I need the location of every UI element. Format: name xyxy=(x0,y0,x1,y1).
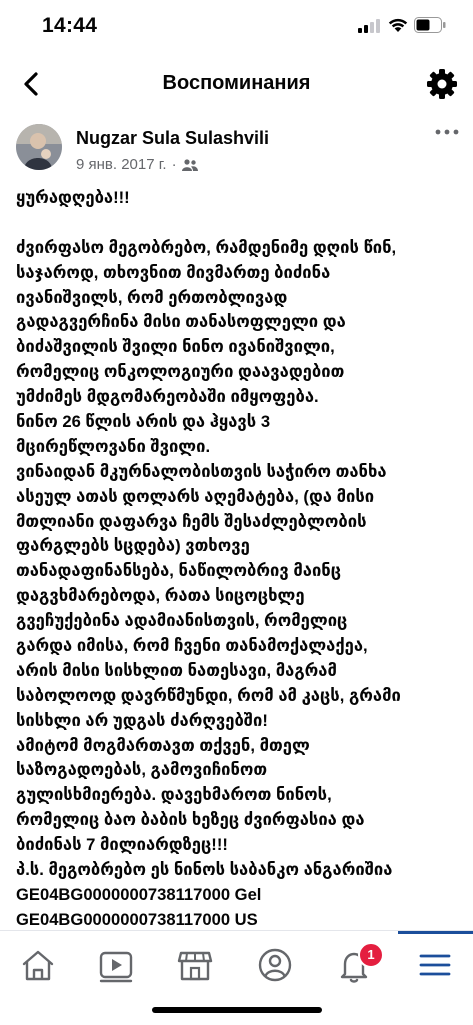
post-text-line: ვინაიდან მკურნალობისთვის საჭირო თანხა xyxy=(16,461,387,481)
author-avatar[interactable] xyxy=(16,124,62,170)
post-text-line: თანადაფინანსება, ნაწილობრივ მაინც xyxy=(16,561,342,581)
post-text-line: სისხლი არ უდგას ძარღვებში! xyxy=(16,710,268,730)
settings-gear-icon[interactable] xyxy=(426,68,458,100)
post-meta xyxy=(76,156,198,173)
top-header xyxy=(0,54,473,114)
post-text-line: ბიძაშვილის შვილი ნინო ივანიშვილი, xyxy=(16,337,335,357)
post-text-line: საზოგადოებას, გამოვიჩინოთ xyxy=(16,760,268,780)
battery-icon xyxy=(414,17,446,33)
tab-menu[interactable] xyxy=(413,943,457,987)
post-text-line: ყურადღება!!! xyxy=(16,188,130,207)
tab-video[interactable] xyxy=(94,943,138,987)
post-text-line: GE04BG0000000738117000 US xyxy=(16,909,258,929)
post-text-line: რომელიც ონკოლოგიური დაავადებით xyxy=(16,362,345,382)
menu-hamburger-icon xyxy=(413,943,457,987)
post-text-line: ასეულ ათას დოლარს აღემატება, (და მისი xyxy=(16,486,375,506)
post-date[interactable]: 9 янв. 2017 г. xyxy=(76,156,167,173)
post-text xyxy=(16,186,466,933)
friends-audience-icon xyxy=(182,159,198,171)
status-bar xyxy=(0,0,473,54)
page-title: Воспоминания xyxy=(162,72,311,94)
post-text-line: ივანიშვილს, რომ ერთობლივად xyxy=(16,287,288,307)
marketplace-icon xyxy=(173,943,217,987)
post-text-line: გადაგვერჩინა მისი თანასოფლელი და xyxy=(16,312,346,332)
post-text-line: საჯაროდ, თხოვნით მივმართე ბიძინა xyxy=(16,262,331,282)
post-text-line: ბიძინას 7 მილიარდზეც!!! xyxy=(16,835,228,855)
post-author-name[interactable]: Nugzar Sula Sulashvili xyxy=(76,128,270,148)
home-icon xyxy=(16,943,60,987)
tab-profile[interactable] xyxy=(253,943,297,987)
meta-separator: · xyxy=(171,156,177,173)
post-text-line: მთლიანი დაფარვა ჩემს შესაძლებლობის xyxy=(16,511,367,531)
video-icon xyxy=(94,943,138,987)
post-text-line: გარდა იმისა, რომ ჩვენი თანამოქალაქეა, xyxy=(16,636,368,656)
post-text-line: უმძიმეს მდგომარეობაში იმყოფება. xyxy=(16,387,319,407)
notification-count-badge: 1 xyxy=(358,942,384,968)
active-tab-indicator xyxy=(398,931,473,934)
post-text-line: საბოლოოდ დავრწმუნდი, რომ ამ კაცს, გრამი xyxy=(16,685,401,705)
post-text-line: პ.ს. მეგობრებო ეს ნინოს საბანკო ანგარიშია xyxy=(16,860,393,880)
post-text-line: ძვირფასო მეგობრებო, რამდენიმე დღის წინ, xyxy=(16,237,397,257)
post-text-line: არის მისი სისხლით ნათესავი, მაგრამ xyxy=(16,660,337,680)
post-text-line: ამიტომ მოგმართავთ თქვენ, მთელ xyxy=(16,735,310,755)
home-indicator xyxy=(152,1007,322,1013)
more-options-icon[interactable] xyxy=(433,122,461,142)
post-text-line xyxy=(16,211,466,236)
post-text-line: გვეჩუქებინა ადამიანისთვის, რომელიც xyxy=(16,611,348,631)
post-text-line: GE04BG0000000738117000 Gel xyxy=(16,884,262,904)
post-text-line: მცირეწლოვანი შვილი. xyxy=(16,436,211,456)
post-text-line: დაგვხმარებოდა, რათა სიცოცხლე xyxy=(16,586,305,606)
profile-icon xyxy=(253,943,297,987)
post-text-line: გულისხმიერება. დავეხმაროთ ნინოს, xyxy=(16,785,332,805)
tab-marketplace[interactable] xyxy=(173,943,217,987)
tab-home[interactable] xyxy=(16,943,60,987)
post-text-line: ნინო 26 წლის არის და ჰყავს 3 xyxy=(16,412,271,432)
post-text-line: რომელიც ბაო ბაბის ხეზეც ძვირფასია და xyxy=(16,810,365,830)
status-time: 14:44 xyxy=(42,14,98,37)
wifi-icon xyxy=(387,17,409,33)
post-text-line: ფარგლებს სცდება) ვთხოვე xyxy=(16,536,250,556)
cellular-signal-icon xyxy=(358,19,380,33)
